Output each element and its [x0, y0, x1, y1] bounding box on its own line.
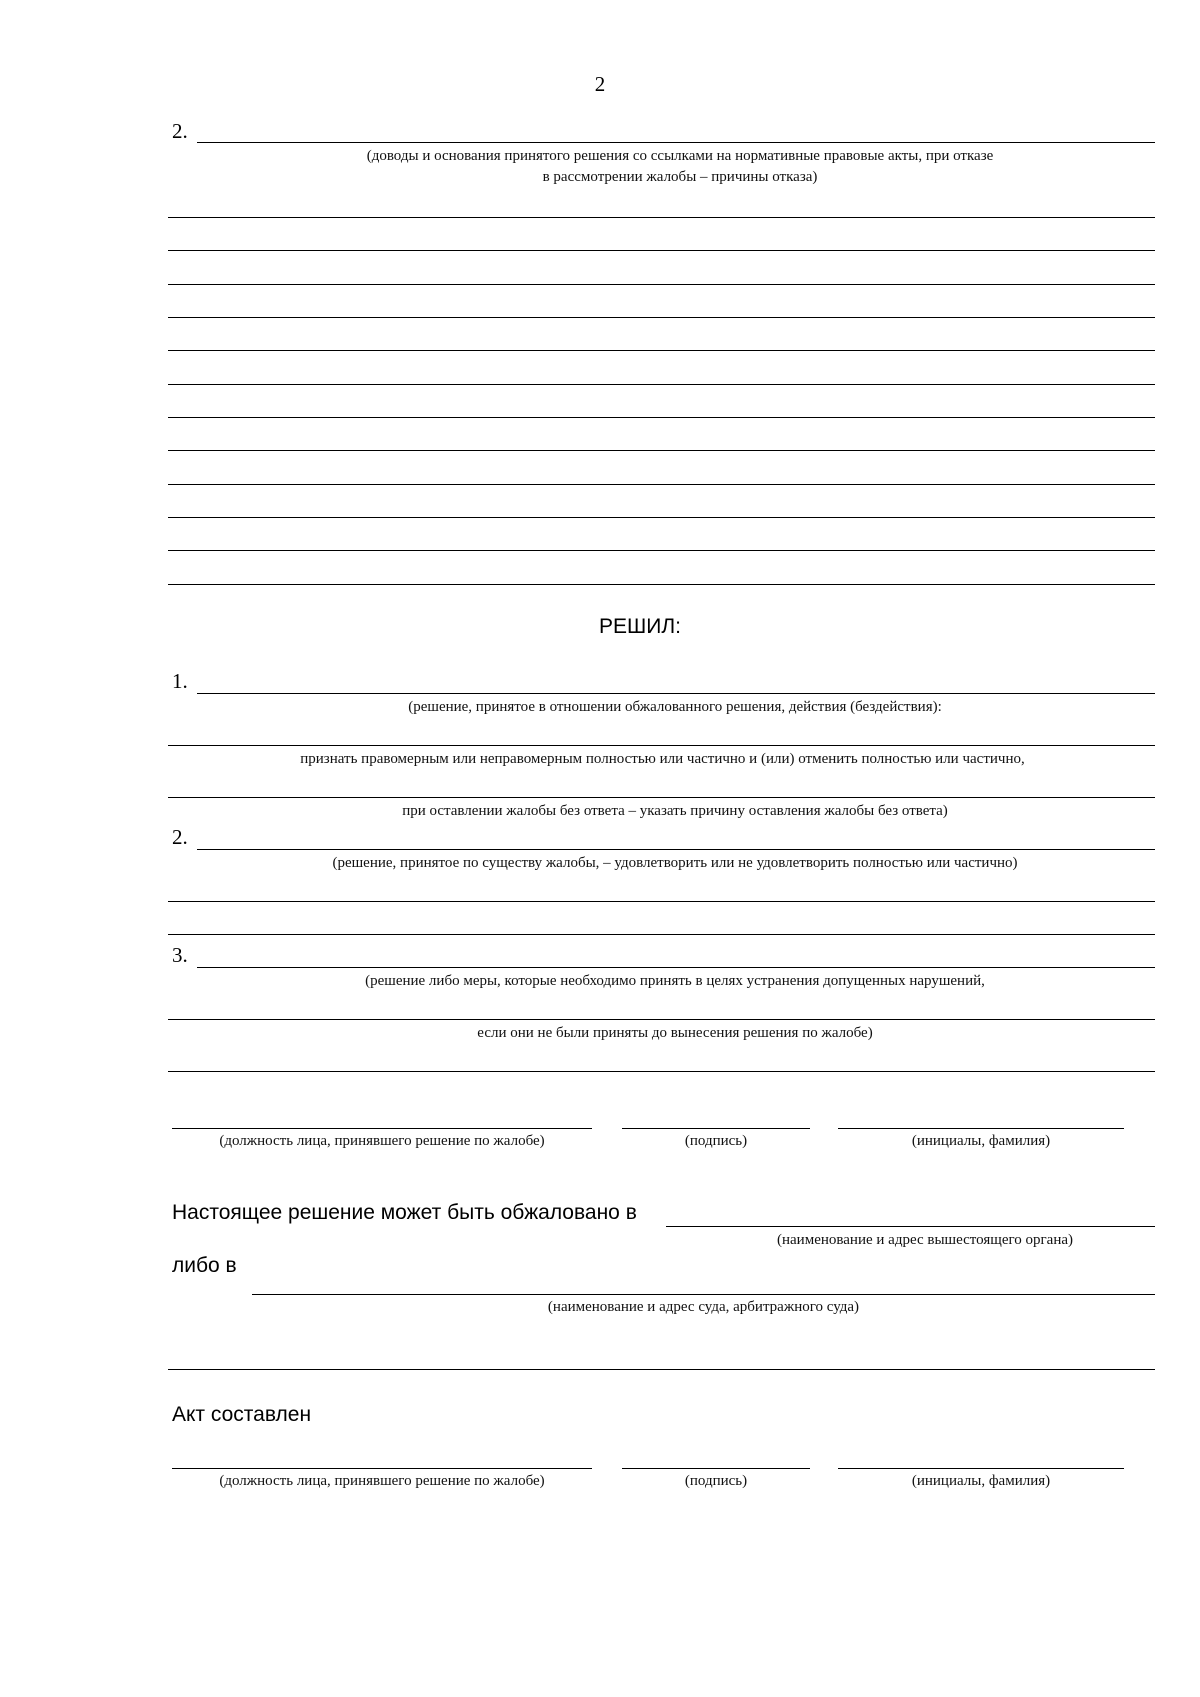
appeal-extra-line [168, 1369, 1155, 1370]
name-line [838, 1128, 1124, 1129]
signature-caption: (подпись) [684, 1473, 748, 1489]
item-3-line [197, 967, 1155, 968]
writing-line [168, 350, 1155, 351]
appeal-or-text: либо в [172, 1254, 237, 1277]
writing-line [168, 584, 1155, 585]
item-3-line-2 [168, 1019, 1155, 1020]
name-caption: (инициалы, фамилия) [911, 1133, 1051, 1149]
name-caption: (инициалы, фамилия) [911, 1473, 1051, 1489]
writing-line [168, 217, 1155, 218]
writing-line [168, 284, 1155, 285]
writing-line [168, 450, 1155, 451]
reasons-caption-line1: (доводы и основания принятого решения со ссылками на нормативные правовые акты, при отказе [366, 148, 994, 164]
signature-line [622, 1128, 810, 1129]
writing-line [168, 384, 1155, 385]
item-1-caption-line2: признать правомерным или неправомерным полностью или частично и (или) отменить полностью или частично, [300, 751, 1025, 767]
item-3-caption-line2: если они не были приняты до вынесения решения по жалобе) [477, 1025, 873, 1041]
position-line [172, 1468, 592, 1469]
position-caption: (должность лица, принявшего решение по жалобе) [219, 1133, 545, 1149]
appeal-authority-caption: (наименование и адрес вышестоящего органа) [777, 1232, 1073, 1248]
reasons-line [197, 142, 1155, 143]
appeal-text: Настоящее решение может быть обжаловано в [172, 1201, 637, 1224]
writing-line [168, 550, 1155, 551]
writing-line [168, 250, 1155, 251]
writing-line [168, 484, 1155, 485]
item-1-caption-line1: (решение, принятое в отношении обжалованного решения, действия (бездействия): [408, 699, 942, 715]
item-1-caption-line3: при оставлении жалобы без ответа – указать причину оставления жалобы без ответа) [402, 803, 948, 819]
writing-line [168, 517, 1155, 518]
name-line [838, 1468, 1124, 1469]
act-compiled-text: Акт составлен [172, 1403, 312, 1426]
item-2-line-2 [168, 901, 1155, 902]
reasons-caption-line2: в рассмотрении жалобы – причины отказа) [542, 169, 818, 185]
signature-caption: (подпись) [684, 1133, 748, 1149]
item-1-number: 1. [172, 669, 188, 693]
item-2-line-3 [168, 934, 1155, 935]
decided-heading: РЕШИЛ: [599, 615, 681, 638]
item-1-line-2 [168, 745, 1155, 746]
position-caption: (должность лица, принявшего решение по жалобе) [219, 1473, 545, 1489]
item-3-line-3 [168, 1071, 1155, 1072]
item-1-line [197, 693, 1155, 694]
item-2-caption: (решение, принятое по существу жалобы, – удовлетворить или не удовлетворить полностью или частично) [332, 855, 1018, 871]
writing-line [168, 317, 1155, 318]
position-line [172, 1128, 592, 1129]
signature-line [622, 1468, 810, 1469]
appeal-court-caption: (наименование и адрес суда, арбитражного суда) [547, 1299, 860, 1315]
item-2-line [197, 849, 1155, 850]
appeal-authority-line [666, 1226, 1155, 1227]
section-number: 2. [172, 119, 188, 143]
item-3-number: 3. [172, 943, 188, 967]
writing-line [168, 417, 1155, 418]
page-number: 2 [594, 72, 606, 96]
item-3-caption-line1: (решение либо меры, которые необходимо принять в целях устранения допущенных нарушений, [365, 973, 985, 989]
appeal-court-line [252, 1294, 1155, 1295]
item-1-line-3 [168, 797, 1155, 798]
item-2-number: 2. [172, 825, 188, 849]
